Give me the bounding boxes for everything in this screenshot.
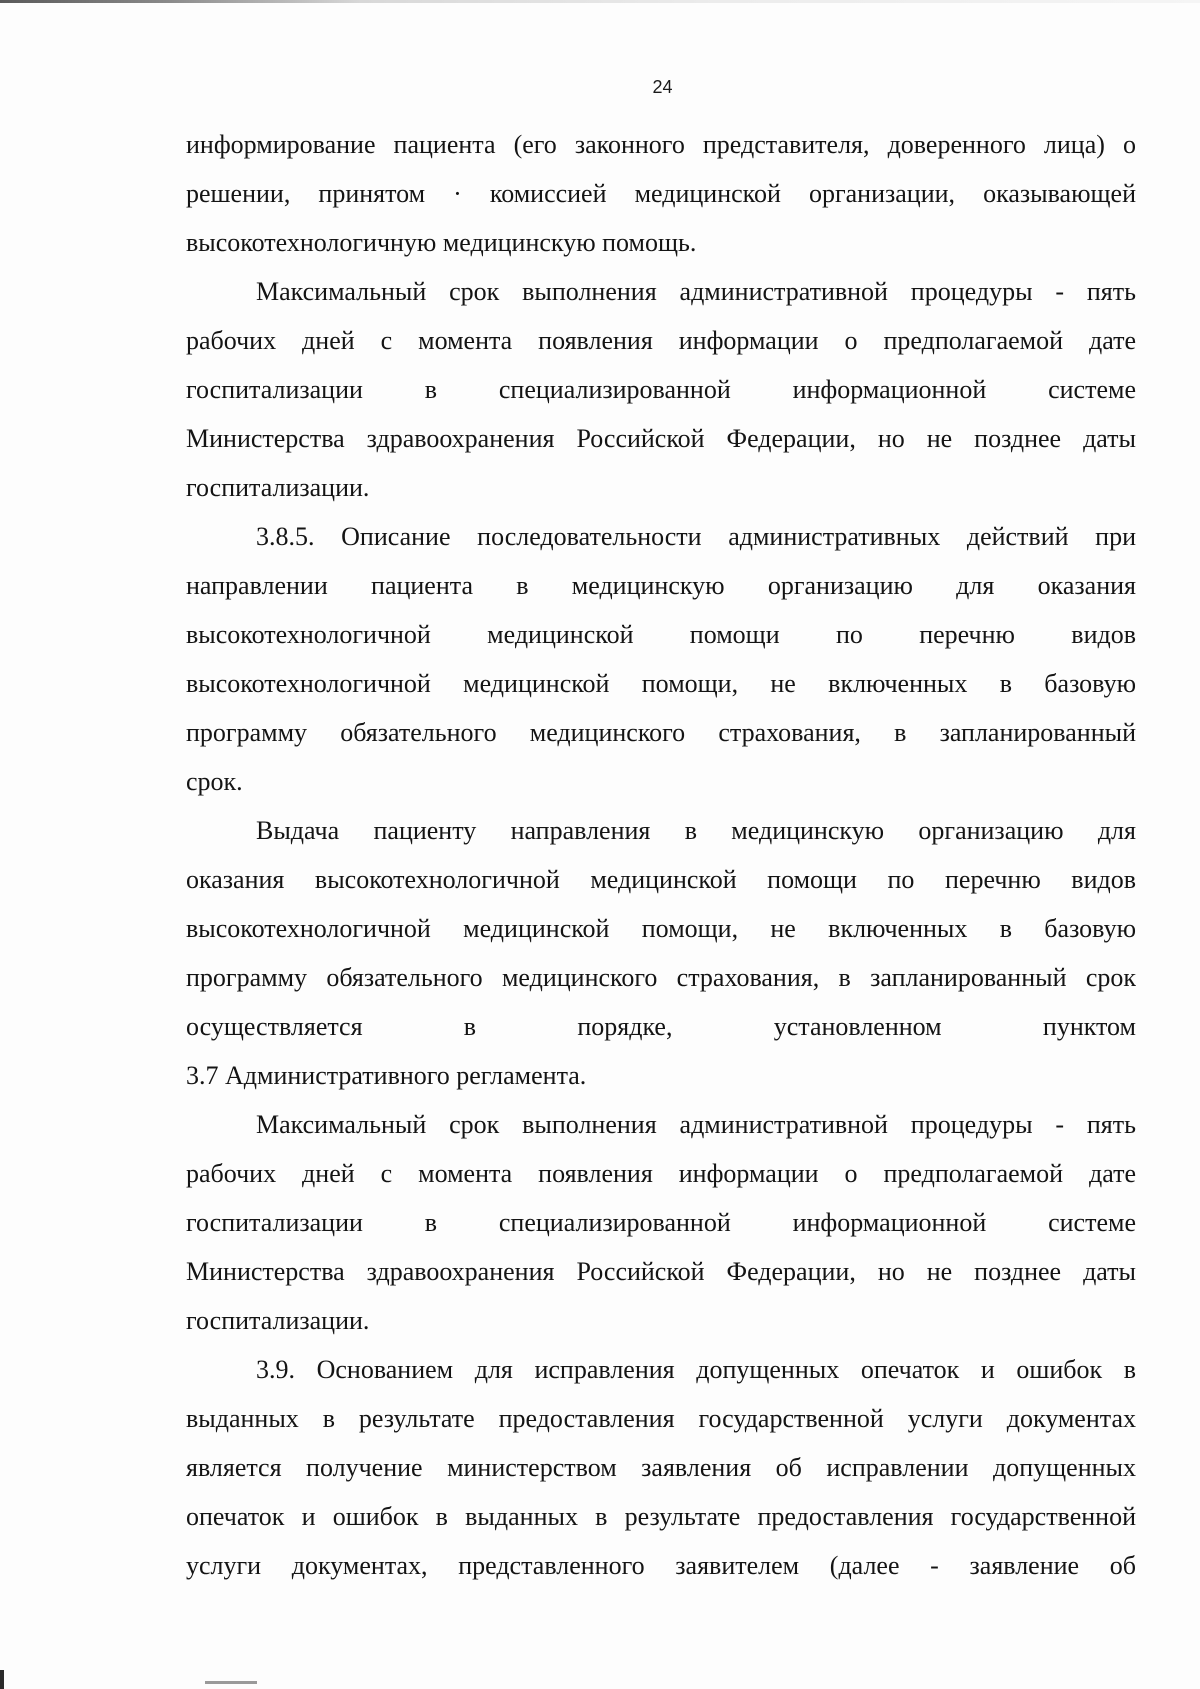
text-line: высокотехнологичной медицинской помощи, не включенных в базовую	[186, 914, 1136, 943]
text-line: госпитализации.	[186, 1306, 370, 1335]
text-line: Максимальный срок выполнения административной процедуры - пять	[256, 1110, 1136, 1139]
text-line: срок.	[186, 767, 243, 796]
paragraph	[186, 512, 1136, 806]
text-line: оказания высокотехнологичной медицинской помощи по перечню видов	[186, 865, 1136, 894]
text-line: услуги документах, представленного заявителем (далее - заявление об	[186, 1551, 1136, 1580]
text-line: является получение министерством заявления об исправлении допущенных	[186, 1453, 1136, 1482]
text-line: Выдача пациенту направления в медицинскую организацию для	[256, 816, 1136, 845]
text-line: госпитализации в специализированной информационной системе	[186, 1208, 1136, 1237]
text-line: высокотехнологичную медицинскую помощь.	[186, 228, 697, 257]
text-line: 3.9. Основанием для исправления допущенных опечаток и ошибок в	[256, 1355, 1136, 1384]
text-line: высокотехнологичной медицинской помощи, не включенных в базовую	[186, 669, 1136, 698]
scan-edge-top	[0, 0, 1200, 3]
text-line: Министерства здравоохранения Российской Федерации, но не позднее даты	[186, 424, 1136, 453]
text-line: программу обязательного медицинского страхования, в запланированный	[186, 718, 1136, 747]
text-line: информирование пациента (его законного представителя, доверенного лица) о	[186, 130, 1136, 159]
text-line: выданных в результате предоставления государственной услуги документах	[186, 1404, 1136, 1433]
scan-edge-mark	[205, 1681, 257, 1684]
text-line: 3.8.5. Описание последовательности административных действий при	[256, 522, 1136, 551]
text-line: госпитализации в специализированной информационной системе	[186, 375, 1136, 404]
text-line: решении, принятом · комиссией медицинской организации, оказывающей	[186, 179, 1136, 208]
document-body	[186, 120, 1136, 1590]
paragraph	[186, 267, 1136, 512]
text-line: рабочих дней с момента появления информации о предполагаемой дате	[186, 326, 1136, 355]
text-line: опечаток и ошибок в выданных в результате предоставления государственной	[186, 1502, 1136, 1531]
paragraph	[186, 1345, 1136, 1590]
paragraph	[186, 1100, 1136, 1345]
text-line: программу обязательного медицинского страхования, в запланированный срок	[186, 963, 1136, 992]
text-line: рабочих дней с момента появления информации о предполагаемой дате	[186, 1159, 1136, 1188]
text-line: 3.7 Административного регламента.	[186, 1061, 587, 1090]
paragraph	[186, 120, 1136, 267]
text-line: осуществляется в порядке, установленном пунктом	[186, 1012, 1136, 1041]
text-line: высокотехнологичной медицинской помощи по перечню видов	[186, 620, 1136, 649]
text-line: Максимальный срок выполнения административной процедуры - пять	[256, 277, 1136, 306]
text-line: направлении пациента в медицинскую организацию для оказания	[186, 571, 1136, 600]
scan-edge-mark	[0, 1670, 4, 1689]
paragraph	[186, 806, 1136, 1100]
text-line: Министерства здравоохранения Российской Федерации, но не позднее даты	[186, 1257, 1136, 1286]
text-line: госпитализации.	[186, 473, 370, 502]
page-number: 24	[652, 77, 673, 97]
